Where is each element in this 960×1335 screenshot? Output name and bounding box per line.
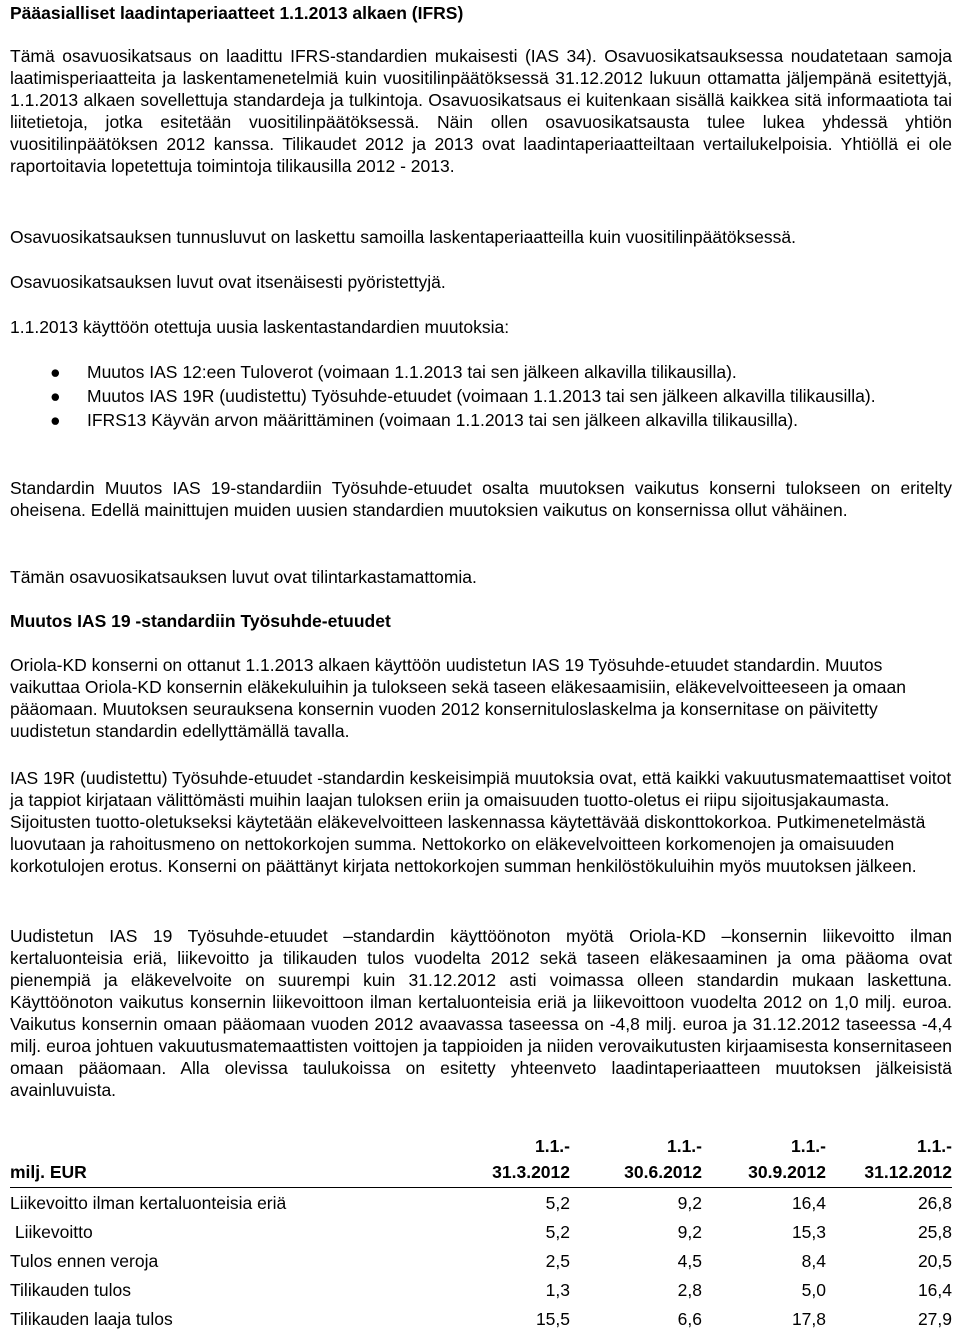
page-title: Pääasialliset laadintaperiaatteet 1.1.2013 alkaen (IFRS) (10, 3, 464, 23)
cell-value: 15,3 (791, 1221, 826, 1242)
cell-value: 1,3 (545, 1279, 570, 1300)
cell-value: 16,4 (791, 1192, 826, 1213)
list-item-text: Muutos IAS 12:een Tuloverot (voimaan 1.1.2013 tai sen jälkeen alkavilla tilikausilla). (87, 362, 737, 382)
table-header-row (10, 1131, 952, 1157)
row-label: Liikevoitto ilman kertaluonteisia eriä (10, 1192, 287, 1213)
impact-paragraph: Standardin Muutos IAS 19-standardiin Työsuhde-etuudet osalta muutoksen vaikutus konserni tulokseen on eritelty oheisena. Edellä mainittujen muiden uusien standardien muutoksien vaikutus on konsernissa ollut vähäinen. (10, 478, 952, 520)
cell-value: 5,0 (801, 1279, 826, 1300)
table-row (10, 1246, 952, 1275)
cell-value: 17,8 (791, 1308, 826, 1329)
cell-value: 25,8 (917, 1221, 952, 1242)
list-item (10, 361, 952, 383)
row-label: Tilikauden laaja tulos (10, 1308, 173, 1329)
column-header-date: 30.9.2012 (702, 1157, 826, 1188)
list-item (10, 409, 952, 431)
table-row (10, 1217, 952, 1246)
cell-value: 26,8 (917, 1192, 952, 1213)
bullet-icon: ● (50, 410, 61, 430)
bullet-icon: ● (50, 362, 61, 382)
column-header-top: 1.1.- (666, 1136, 702, 1156)
column-header-date: 30.6.2012 (570, 1157, 702, 1188)
cell-value: 2,5 (545, 1250, 570, 1271)
table-row (10, 1275, 952, 1304)
standards-list (10, 361, 952, 431)
column-header-top: 1.1.- (534, 1136, 570, 1156)
cell-value: 27,9 (917, 1308, 952, 1329)
standards-intro: 1.1.2013 käyttöön otettuja uusia laskentastandardien muutoksia: (10, 317, 510, 337)
intro-paragraph: Tämä osavuosikatsaus on laadittu IFRS-standardien mukaisesti (IAS 34). Osavuosikatsauksessa noudatetaan samoja laatimisperiaatteita ja laskentamenetelmiä kuin vuositilinpäätöksessä 31.12.2012 lukuun ottamatta jäljempänä esitettyjä, 1.1.2013 alkaen sovellettuja standardeja ja tulkintoja. Osavuosikatsaus ei kuitenkaan sisällä kaikkea sitä informaatiota tai liitetietoja, jotka esitetään vuositilinpäätöksessä. Näin ollen osavuosikatsausta tulee lukea yhdessä yhtiön vuositilinpäätöksen 2012 kanssa. Tilikaudet 2012 ja 2013 ovat laadintaperiaatteiltaan vertailukelpoisia. Yhtiöllä ei ole raportoitavia lopetettuja toimintoja tilikausilla 2012 - 2013. (10, 46, 952, 176)
cell-value: 9,2 (677, 1221, 702, 1242)
key-figures-table (10, 1131, 952, 1333)
list-item-text: Muutos IAS 19R (uudistettu) Työsuhde-etuudet (voimaan 1.1.2013 tai sen jälkeen alkavilla tilikausilla). (87, 386, 876, 406)
column-header-top: 1.1.- (790, 1136, 826, 1156)
section-heading: Muutos IAS 19 -standardiin Työsuhde-etuudet (10, 611, 391, 631)
key-figures-paragraph: Osavuosikatsauksen tunnusluvut on laskettu samoilla laskentaperiaatteilla kuin vuositilinpäätöksessä. (10, 227, 796, 247)
ias19r-paragraph: IAS 19R (uudistettu) Työsuhde-etuudet -standardin keskeisimpiä muutoksia ovat, että kaikki vakuutusmatemaattiset voitot ja tappiot kirjataan välittömästi muihin laajan tuloksen eriin ja omaisuuden tuotto-oletus ei riipu sijoitusjakaumasta. Sijoitusten tuotto-oletukseksi käytetään eläkevelvoitteen laskennassa käytettävää diskonttokorkoa. Putkimenetelmästä luovutaan ja rahoitusmeno on nettokorkojen summa. Nettokorko on eläkevelvoitteen korkomenojen ja omaisuuden korkotulojen erotus. Konserni on päättänyt kirjata nettokorkojen summan henkilöstökuluihin myös muutoksen jälkeen. (10, 768, 952, 876)
unit-label: milj. EUR (10, 1157, 454, 1188)
cell-value: 5,2 (545, 1192, 570, 1213)
column-header-top: 1.1.- (916, 1136, 952, 1156)
cell-value: 20,5 (917, 1250, 952, 1271)
cell-value: 8,4 (801, 1250, 826, 1271)
cell-value: 4,5 (677, 1250, 702, 1271)
column-header-date: 31.12.2012 (826, 1157, 952, 1188)
cell-value: 15,5 (535, 1308, 570, 1329)
list-item-text: IFRS13 Käyvän arvon määrittäminen (voimaan 1.1.2013 tai sen jälkeen alkavilla tilikausilla). (87, 410, 799, 430)
cell-value: 9,2 (677, 1192, 702, 1213)
adoption-paragraph: Oriola-KD konserni on ottanut 1.1.2013 alkaen käyttöön uudistetun IAS 19 Työsuhde-etuudet standardin. Muutos vaikuttaa Oriola-KD konsernin eläkekuluihin ja tulokseen sekä taseen eläkesaamisiin, eläkevelvoitteeseen ja omaan pääomaan. Muutoksen seurauksena konsernin vuoden 2012 konsernituloslaskelma ja konsernitase on päivitetty uudistetun standardin edellyttämällä tavalla. (10, 655, 906, 741)
rounding-paragraph: Osavuosikatsauksen luvut ovat itsenäisesti pyöristettyjä. (10, 272, 446, 292)
table-row (10, 1188, 952, 1218)
row-label: Liikevoitto (10, 1221, 93, 1242)
bullet-icon: ● (50, 386, 61, 406)
row-label: Tulos ennen veroja (10, 1250, 159, 1271)
cell-value: 6,6 (677, 1308, 702, 1329)
table-row (10, 1304, 952, 1333)
list-item (10, 385, 952, 407)
cell-value: 16,4 (917, 1279, 952, 1300)
unaudited-paragraph: Tämän osavuosikatsauksen luvut ovat tilintarkastamattomia. (10, 567, 477, 587)
impact-details-paragraph: Uudistetun IAS 19 Työsuhde-etuudet –standardin käyttöönoton myötä Oriola-KD –konsernin liikevoitto ilman kertaluonteisia eriä, liikevoitto ja tilikauden tulos vuodelta 2012 sekä taseen eläkesaaminen ja oma pääoma ovat pienempiä ja eläkevelvoite on suurempi kuin 31.12.2012 asti voimassa olleen standardin mukaan laskettuna. Käyttöönoton vaikutus konsernin liikevoittoon ilman kertaluonteisia eriä ja liikevoittoon vuodelta 2012 on 1,0 milj. euroa. Vaikutus konsernin omaan pääomaan vuoden 2012 avaavassa taseessa on -4,8 milj. euroa ja 31.12.2012 taseessa -4,4 milj. euroa johtuen vakuutusmatemaattisten voittojen ja tappioiden ja niiden verovaikutusten kirjaamisesta konsernitaseen omaan pääomaan. Alla olevissa taulukoissa on esitetty yhteenveto laadintaperiaatteen muutoksen jälkeisistä avainluvuista. (10, 926, 952, 1100)
row-label: Tilikauden tulos (10, 1279, 131, 1300)
cell-value: 2,8 (677, 1279, 702, 1300)
table-header-row (10, 1157, 952, 1188)
column-header-date: 31.3.2012 (454, 1157, 570, 1188)
cell-value: 5,2 (545, 1221, 570, 1242)
